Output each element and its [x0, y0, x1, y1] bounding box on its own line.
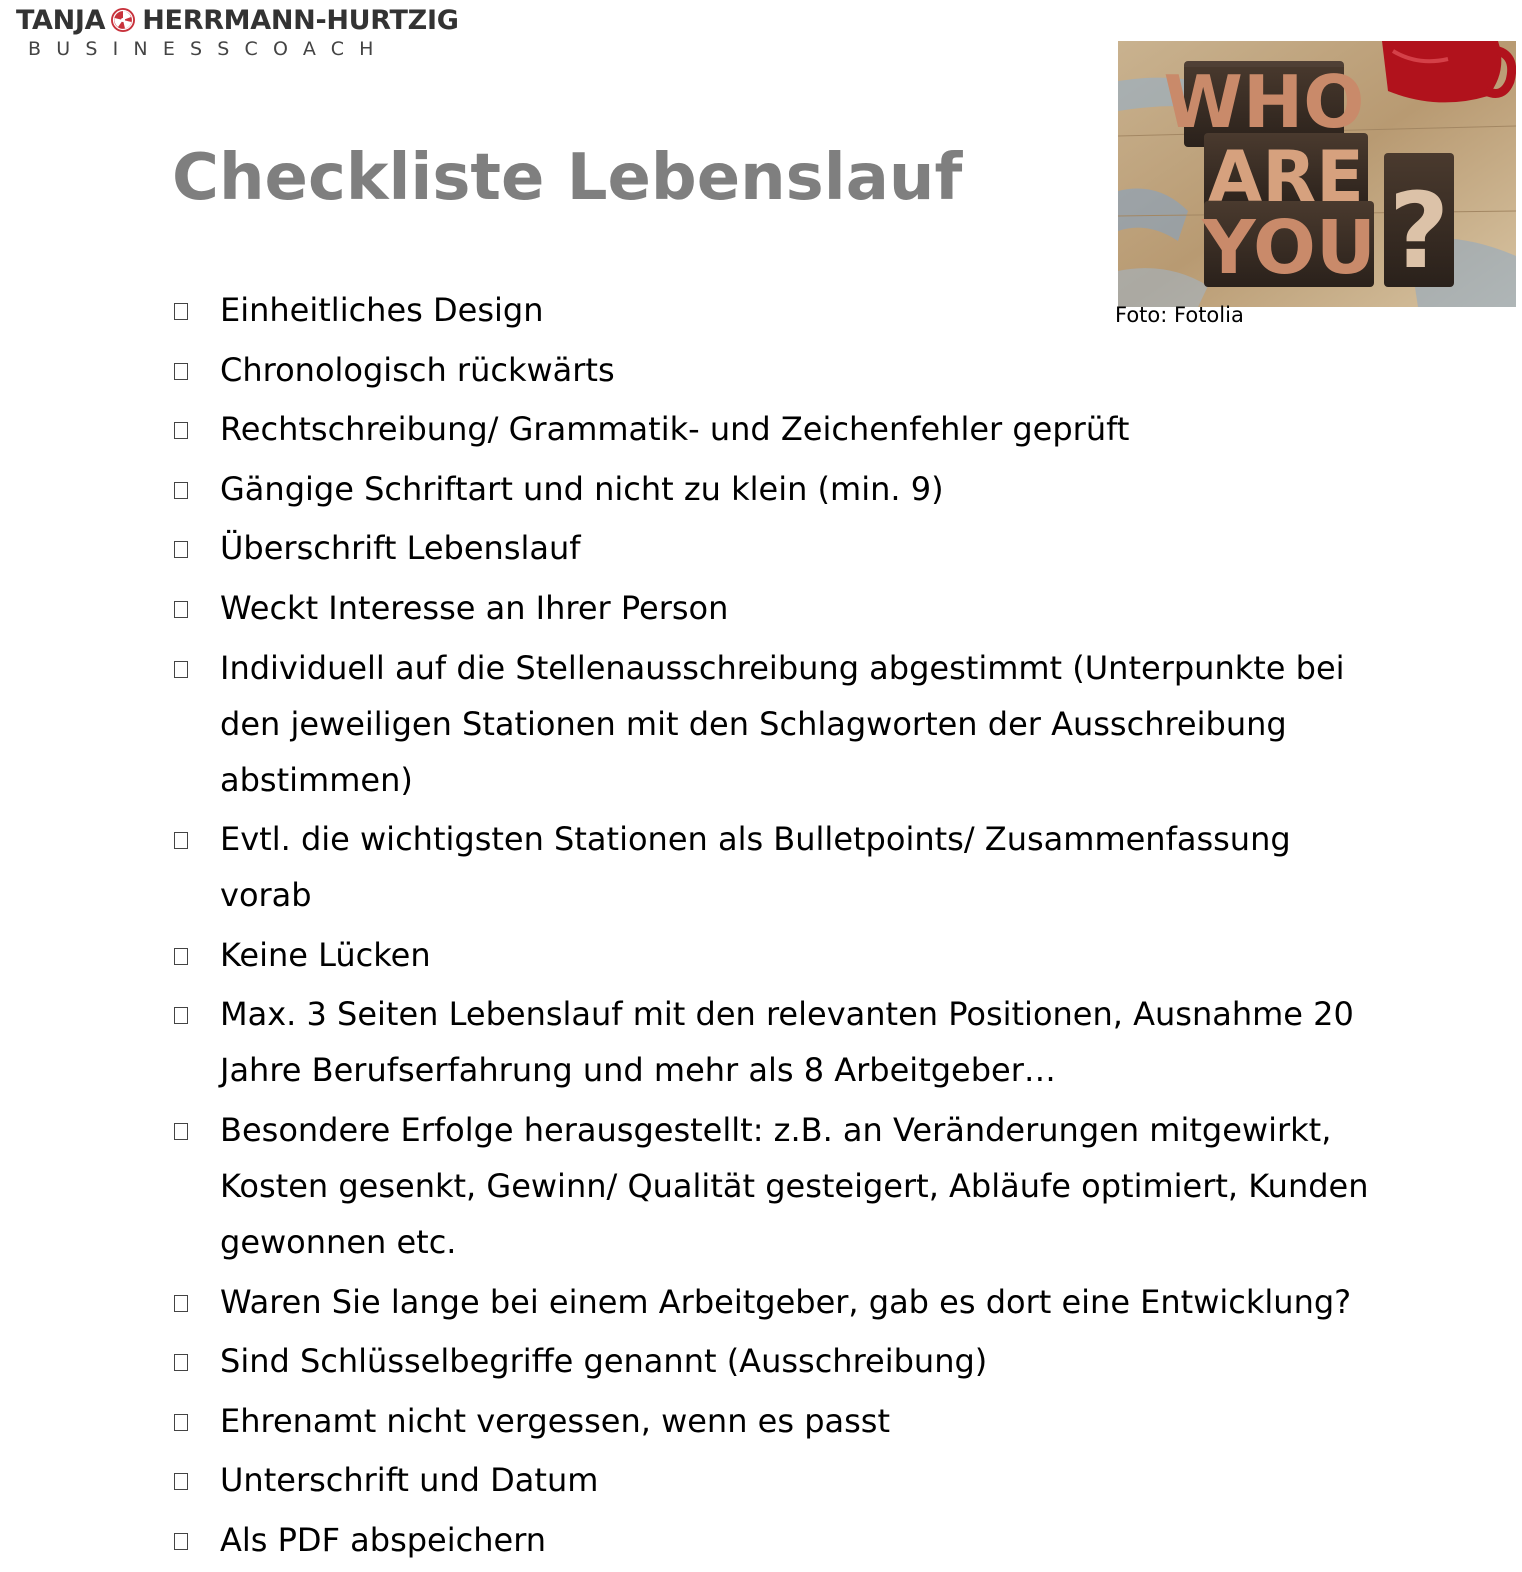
checklist-item-label: Evtl. die wichtigsten Stationen als Bulletpoints/ Zusammenfassung vorab [220, 820, 1291, 915]
checkbox[interactable] [174, 1533, 188, 1550]
checklist-item [172, 1393, 1392, 1449]
checkbox[interactable] [174, 601, 188, 618]
checklist-item-label: Besondere Erfolge herausgestellt: z.B. an Veränderungen mitgewirkt, Kosten gesenkt, Gewinn/ Qualität gesteigert, Abläufe optimiert, Kunden gewonnen etc. [220, 1110, 1369, 1261]
checklist-item [172, 640, 1392, 808]
checkbox[interactable] [174, 661, 188, 678]
checklist-item-label: Sind Schlüsselbegriffe genannt (Ausschreibung) [220, 1342, 988, 1381]
checklist-item-label: Waren Sie lange bei einem Arbeitgeber, gab es dort eine Entwicklung? [220, 1282, 1352, 1321]
page-title: Checkliste Lebenslauf [172, 141, 963, 215]
checkbox[interactable] [174, 1473, 188, 1490]
checkbox[interactable] [174, 1007, 188, 1024]
checklist-item [172, 1452, 1392, 1508]
checkbox[interactable] [174, 948, 188, 965]
brand-mark-icon [110, 7, 136, 33]
checklist-item [172, 986, 1392, 1098]
checkbox[interactable] [174, 1414, 188, 1431]
checklist-item [172, 1274, 1392, 1330]
checkbox[interactable] [174, 422, 188, 439]
photo-word-who: WHO [1163, 60, 1365, 144]
checklist-item-label: Überschrift Lebenslauf [220, 529, 581, 568]
checklist-item-label: Keine Lücken [220, 935, 431, 974]
checklist-item-label: Max. 3 Seiten Lebenslauf mit den relevanten Positionen, Ausnahme 20 Jahre Berufserfahrung und mehr als 8 Arbeitgeber… [220, 995, 1354, 1090]
checklist-item [172, 342, 1392, 398]
checklist-item [172, 811, 1392, 923]
checkbox[interactable] [174, 832, 188, 849]
checklist-item-label: Gängige Schriftart und nicht zu klein (min. 9) [220, 469, 944, 508]
brand-subtitle: BUSINESSCOACH [28, 38, 389, 60]
checklist-item [172, 282, 1392, 338]
brand-logo [16, 4, 476, 64]
photo-word-you: YOU [1202, 205, 1376, 291]
checkbox[interactable] [174, 482, 188, 499]
checkbox[interactable] [174, 1354, 188, 1371]
checklist-item-label: Einheitliches Design [220, 291, 544, 329]
checkbox[interactable] [174, 541, 188, 558]
brand-name-right: HERRMANN-HURTZIG [142, 4, 459, 36]
checkbox[interactable] [174, 303, 188, 320]
brand-name [16, 4, 476, 36]
who-are-you-photo [1118, 41, 1516, 307]
photo-word-are: ARE [1208, 136, 1364, 218]
checklist-item-label: Rechtschreibung/ Grammatik- und Zeichenfehler geprüft [220, 410, 1130, 449]
checkbox[interactable] [174, 1295, 188, 1312]
checklist-item-label: Als PDF abspeichern [220, 1520, 547, 1559]
checklist-item [172, 580, 1392, 636]
checklist-item-label: Ehrenamt nicht vergessen, wenn es passt [220, 1401, 890, 1440]
checkbox[interactable] [174, 363, 188, 380]
checklist-item [172, 461, 1392, 517]
checklist-item [172, 1333, 1392, 1389]
photo-caption: Foto: Fotolia [1115, 303, 1244, 327]
checklist-item-label: Chronologisch rückwärts [220, 350, 615, 389]
photo-question-mark: ? [1388, 170, 1450, 292]
checklist-item [172, 1102, 1392, 1270]
checkbox[interactable] [174, 1123, 188, 1140]
checklist-item-label: Individuell auf die Stellenausschreibung abgestimmt (Unterpunkte bei den jeweiligen Stationen mit den Schlagworten der Ausschreibung abstimmen) [220, 648, 1345, 799]
checklist-item-label: Weckt Interesse an Ihrer Person [220, 588, 729, 627]
checklist-item [172, 520, 1392, 576]
checklist-item [172, 401, 1392, 457]
checklist-item [172, 927, 1392, 983]
checklist [172, 282, 1392, 1572]
checklist-item-label: Unterschrift und Datum [220, 1461, 599, 1500]
brand-name-left: TANJA [16, 4, 106, 36]
